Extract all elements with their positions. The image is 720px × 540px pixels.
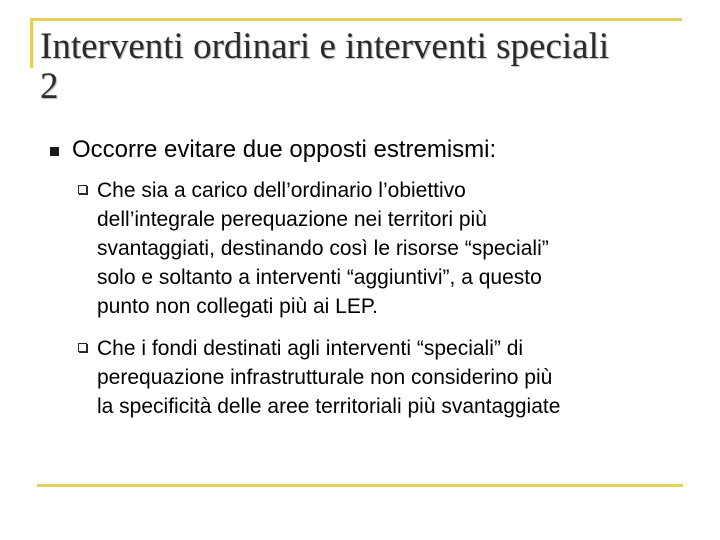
hollow-square-icon xyxy=(78,343,87,352)
sub-bullet-line: Che sia a carico dell’ordinario l’obiettivo xyxy=(97,179,466,202)
footer-accent-rule xyxy=(37,484,683,487)
sub-bullet-line: Che i fondi destinati agli interventi “speciali” di xyxy=(97,337,524,360)
sub-bullet-line: solo e soltanto a interventi “aggiuntivi”, a questo xyxy=(97,266,542,289)
sub-bullet-line: punto non collegati più ai LEP. xyxy=(97,295,378,318)
slide-title-line: 2 xyxy=(40,66,59,107)
hollow-square-icon xyxy=(78,185,87,194)
slide-title-line: Interventi ordinari e interventi speciali xyxy=(40,26,610,67)
filled-square-icon xyxy=(50,147,59,156)
title-accent-horizontal-rule xyxy=(30,18,682,21)
slide-title xyxy=(40,27,680,107)
sub-bullet-line: svantaggiati, destinando così le risorse “speciali” xyxy=(97,237,549,260)
bullet-text: Occorre evitare due opposti estremismi: xyxy=(72,136,497,163)
title-accent-vertical-rule xyxy=(30,18,33,68)
sub-bullet-line: dell’integrale perequazione nei territori più xyxy=(97,208,487,231)
sub-bullet-line: la specificità delle aree territoriali più svantaggiate xyxy=(97,395,561,418)
sub-bullet-line: perequazione infrastrutturale non considerino più xyxy=(97,366,553,389)
sub-bullet-text xyxy=(97,176,697,321)
sub-bullet-text xyxy=(97,334,697,421)
